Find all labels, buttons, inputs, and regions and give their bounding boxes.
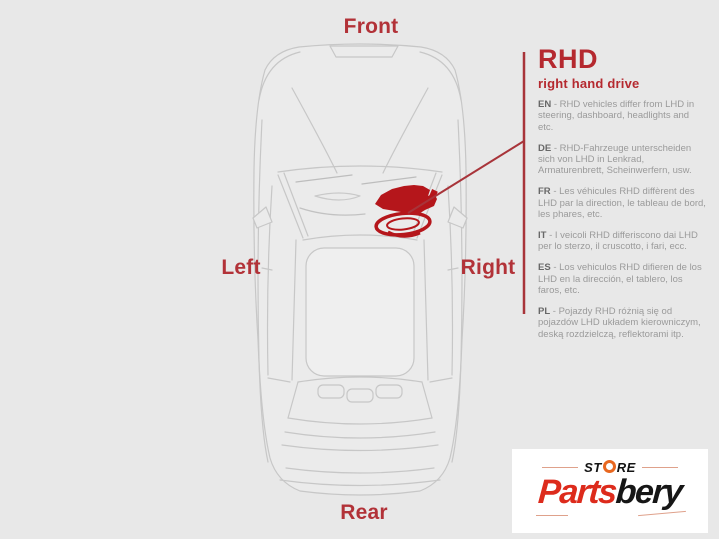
separator: - [553, 262, 557, 274]
rhd-item-pl [538, 306, 706, 340]
logo-underline-left [536, 515, 568, 516]
rhd-item-it [538, 230, 706, 253]
separator: - [553, 142, 558, 154]
lang-text: I veicoli RHD differiscono dai LHD per lo sterzo, il cruscotto, i fari, ecc. [538, 230, 698, 253]
rhd-title: RHD [538, 44, 598, 74]
separator: - [553, 186, 557, 198]
rhd-item-en [538, 99, 706, 133]
lang-text: Les véhicules RHD diffèrent des LHD par la direction, le tableau de bord, les phares, etc. [538, 186, 706, 221]
lang-code: PL [538, 305, 551, 317]
partsbery-logo [512, 449, 708, 533]
rhd-item-fr [538, 186, 706, 220]
lang-text: Pojazdy RHD różnią się od pojazdów LHD układem kierowniczym, deską rozdzielczą, reflektorami itp. [538, 305, 701, 340]
brand-parts: Parts [536, 473, 618, 511]
store-suffix: RE [616, 459, 636, 475]
separator: - [549, 230, 553, 242]
store-o-ring-icon [603, 460, 616, 473]
lang-text: RHD vehicles differ from LHD in steering, dashboard, headlights and etc. [538, 99, 695, 133]
separator: - [553, 99, 558, 110]
separator: - [552, 305, 556, 317]
label-front: Front [343, 15, 399, 38]
store-right-line [642, 467, 678, 468]
lang-text: Los vehiculos RHD difieren de los LHD en la dirección, el tablero, los faros, etc. [538, 262, 702, 297]
store-row [512, 460, 708, 474]
brand-bery: bery [614, 473, 684, 511]
rhd-item-es [538, 262, 706, 296]
lang-code: DE [538, 142, 552, 154]
logo-underline-right [638, 511, 686, 516]
lang-code: ES [538, 262, 551, 274]
rhd-item-de [538, 143, 706, 177]
rhd-panel [538, 46, 706, 350]
lang-code: FR [538, 186, 551, 198]
store-left-line [542, 467, 578, 468]
lang-code: IT [538, 230, 547, 242]
store-text [584, 461, 636, 474]
brand-wordmark [511, 475, 709, 509]
rhd-subtitle: right hand drive [538, 76, 640, 91]
label-left: Left [221, 256, 261, 279]
label-right: Right [460, 256, 516, 279]
label-rear: Rear [340, 501, 388, 524]
lang-code: EN [538, 99, 552, 110]
lang-text: RHD-Fahrzeuge unterscheiden sich von LHD in Lenkrad, Armaturenbrett, Scheinwerfern, usw. [538, 142, 692, 177]
store-prefix: ST [584, 459, 602, 475]
